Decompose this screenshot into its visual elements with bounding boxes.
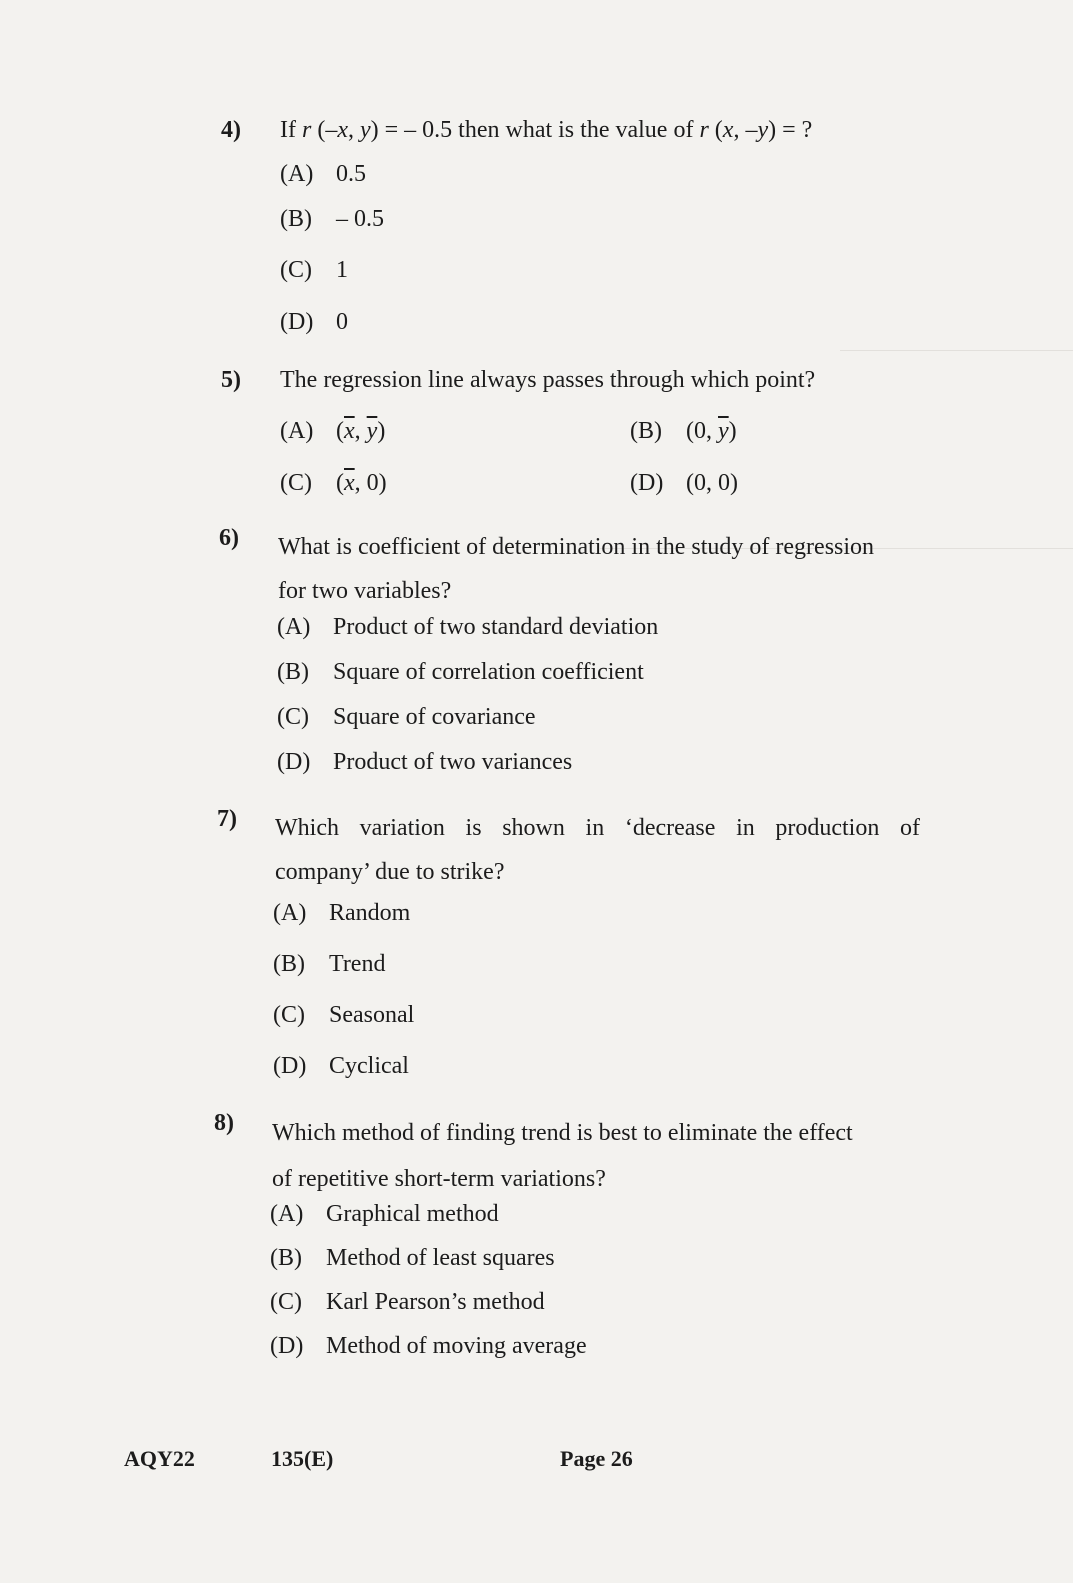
option-d[interactable]: (D) Cyclical [273, 1053, 409, 1079]
question-number: 5) [221, 367, 241, 393]
question-number: 7) [217, 806, 237, 832]
option-d[interactable]: (D) 0 [280, 309, 348, 335]
option-a[interactable]: (A) Product of two standard deviation [277, 614, 659, 640]
subject-code: 135(E) [271, 1446, 334, 1471]
option-d[interactable]: (D) Method of moving average [270, 1333, 587, 1359]
option-b[interactable]: (B) – 0.5 [280, 206, 384, 232]
point-xbar-ybar: ($\overline{x}$, $\overline{y}$) [336, 418, 386, 444]
question-stem: What is coefficient of determination in the study of regression for two variables? [278, 534, 875, 604]
option-c[interactable]: (C) Karl Pearson’s method [270, 1289, 545, 1315]
question-number: 8) [214, 1110, 234, 1136]
question-stem: The regression line always passes through which point? [280, 367, 816, 393]
option-a[interactable]: (A) 0.5 [280, 161, 366, 187]
option-c[interactable]: (C) ($\overline{x}$, 0) [280, 470, 387, 496]
option-d[interactable]: (D) Product of two variances [277, 749, 573, 775]
option-c[interactable]: (C) Square of covariance [277, 704, 536, 730]
option-b[interactable]: (B) Trend [273, 951, 386, 977]
show-through-line [840, 350, 1073, 351]
option-c[interactable]: (C) Seasonal [273, 1002, 415, 1028]
option-c[interactable]: (C) 1 [280, 257, 348, 283]
question-stem: Which method of finding trend is best to eliminate the effect of repetitive short-term variations? [272, 1120, 853, 1192]
point-xbar-0: ($\overline{x}$, 0) [336, 470, 387, 496]
question-stem: Which variation is shown in ‘decrease in production of company’ due to strike? [275, 815, 920, 885]
option-a[interactable]: (A) ($\overline{x}$, $\overline{y}$) [280, 418, 386, 444]
option-a[interactable]: (A) Random [273, 900, 411, 926]
question-number: 6) [219, 525, 239, 551]
point-0-ybar: (0, $\overline{y}$) [686, 418, 737, 444]
paper-code: AQY22 [124, 1446, 195, 1471]
question-stem: If r (–x, y) = – 0.5 then what is the value of r (x, –y) = ? [280, 117, 813, 143]
page-number: Page 26 [560, 1446, 633, 1471]
option-a[interactable]: (A) Graphical method [270, 1201, 499, 1227]
option-b[interactable]: (B) (0, $\overline{y}$) [630, 418, 737, 444]
option-d[interactable]: (D) (0, 0) [630, 470, 738, 496]
option-b[interactable]: (B) Square of correlation coefficient [277, 659, 644, 685]
question-number: 4) [221, 117, 241, 143]
option-b[interactable]: (B) Method of least squares [270, 1245, 555, 1271]
